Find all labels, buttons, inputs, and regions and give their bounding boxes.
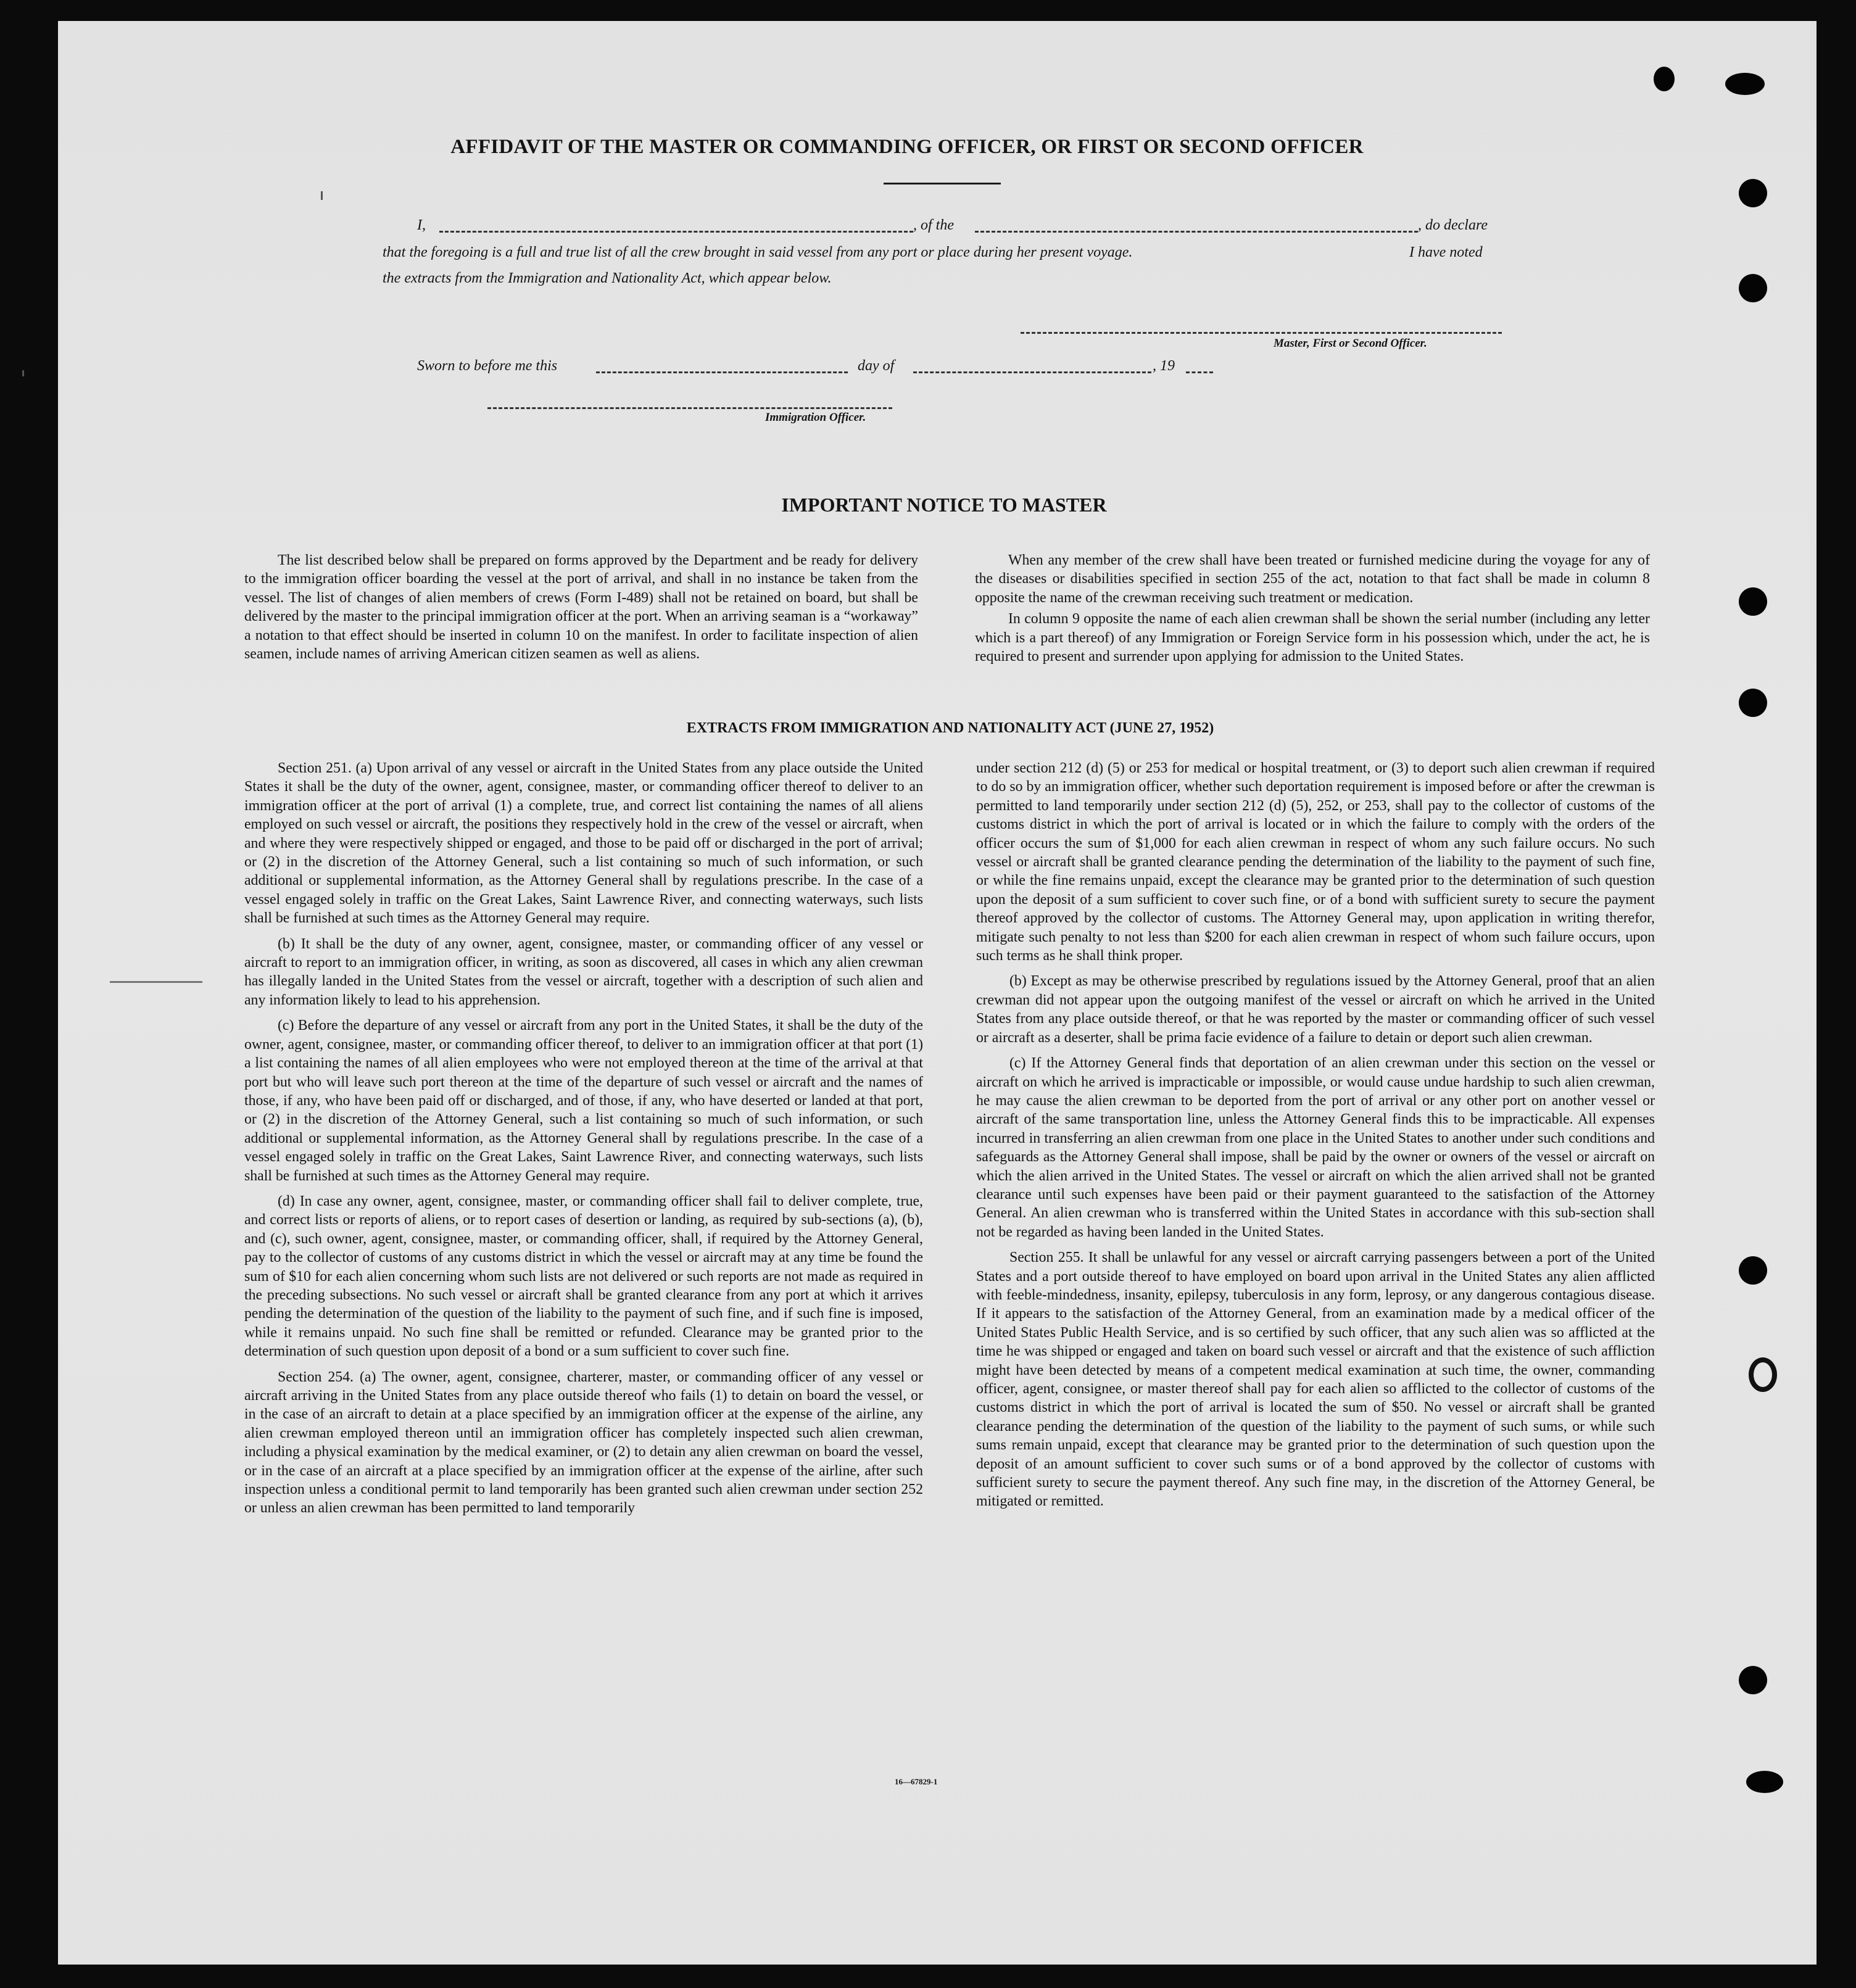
master-signature-label: Master, First or Second Officer. (1274, 337, 1427, 350)
form-code: 16—67829-1 (895, 1777, 938, 1786)
statute-paragraph: under section 212 (d) (5) or 253 for medical or hospital treatment, or (3) to deport such alien crewman if required to do so by an immigration officer, whether such deportation requirement is imposed before or after the crewman is permitted to land temporarily under section 212 (d) (5), 252, or 253, shall pay to the collector of customs of the customs district in which the port of arrival is located or in which the failure to comply with the orders of the officer occurs the sum of $1,000 for each alien crewman in respect of whom any such failure occurs. No such vessel or aircraft shall be granted clearance pending the determination of the liability to the payment of such fine, or while the fine remains unpaid, except the clearance may be granted prior to the determination of such question upon the deposit of a sum sufficient to cover such fine, or of a bond with sufficient surety to secure the payment thereof approved by the collector of customs. The Attorney General may, upon application in writing therefor, mitigate such penalty to not less than $200 for each alien crewman in respect of whom such failure occurs, upon such terms as he shall think proper. (976, 760, 1655, 964)
torn-edge-blob (1746, 1771, 1783, 1793)
year-label: , 19 (1153, 358, 1175, 374)
notice-paragraph: When any member of the crew shall have been treated or furnished medicine during the voyage for any of the diseases or disabilities specified in section 255 of the act, notation to that fact shall be made in column 8 opposite the name of the crewman receiving such treatment or medication. (975, 552, 1650, 606)
vessel-name-field[interactable] (975, 231, 1418, 233)
binder-hole (1739, 274, 1767, 302)
affidavit-of-the-label: , of the (913, 217, 954, 233)
notice-title: IMPORTANT NOTICE TO MASTER (781, 494, 1107, 516)
scan-scratch (110, 981, 202, 983)
statute-paragraph: (b) Except as may be otherwise prescribed by regulations issued by the Attorney General, proof that an alien crewman did not appear upon the outgoing manifest of the vessel or aircraft on which he arrived in the United States from any place outside thereof, or that he was reported by the master or commanding officer of such vessel or aircraft as a deserter, shall be prima facie evidence of a failure to detain or deport such alien crewman. (976, 973, 1655, 1046)
sworn-year-field[interactable] (1186, 371, 1213, 373)
affidavit-statement-line: that the foregoing is a full and true list of all the crew brought in said vessel from any port or place during her present voyage. (383, 244, 1133, 260)
extracts-right-column (976, 759, 1655, 1518)
immigration-officer-label: Immigration Officer. (765, 411, 866, 424)
scan-mark (321, 191, 323, 200)
extracts-title: EXTRACTS FROM IMMIGRATION AND NATIONALITY ACT (JUNE 27, 1952) (686, 720, 1214, 736)
statute-paragraph: Section 251. (a) Upon arrival of any vessel or aircraft in the United States from any place outside the United States it shall be the duty of the owner, agent, consignee, master, or commanding officer thereof to deliver to an immigration officer at the port of arrival (1) a complete, true, and correct list containing the names of all aliens employed on such vessel or aircraft, the positions they respectively hold in the crew of the vessel or aircraft, when and where they were respectively shipped or engaged, and those to be paid off or discharged in the port of arrival; or (2) in the discretion of the Attorney General, such a list containing so much of such information, or such additional or supplemental information, as the Attorney General shall by regulations prescribe. In the case of a vessel engaged solely in traffic on the Great Lakes, Saint Lawrence River, and connecting waterways, such lists shall be furnished at such times as the Attorney General may require. (244, 760, 923, 927)
notice-paragraph: The list described below shall be prepared on forms approved by the Department and be ready for delivery to the immigration officer boarding the vessel at the port of arrival, and shall in no instance be taken from the vessel. The list of changes of alien members of crews (Form I-489) shall not be retained on board, but shall be delivered by the master to the principal immigration officer at the port. When an arriving seaman is a “workaway” a notation to that effect should be inserted in column 10 on the manifest. In order to facilitate inspection of alien seamen, include names of arriving American citizen seamen as well as aliens. (244, 552, 918, 663)
sworn-month-field[interactable] (913, 371, 1151, 373)
title-rule (884, 183, 1001, 184)
torn-corner-blob (1725, 73, 1765, 95)
affidavit-statement-line-3: the extracts from the Immigration and Nationality Act, which appear below. (383, 270, 832, 286)
master-name-field[interactable] (439, 231, 913, 233)
scan-mark (22, 370, 24, 376)
day-of-label: day of (858, 358, 895, 374)
statute-paragraph: (b) It shall be the duty of any owner, agent, consignee, master, or commanding officer of any vessel or aircraft to report to an immigration officer, in writing, as soon as discovered, all cases in which any alien crewman has illegally landed in the United States from the vessel or aircraft, together with a description of such alien and any information likely to lead to his apprehension. (244, 935, 923, 1008)
statute-paragraph: Section 255. It shall be unlawful for any vessel or aircraft carrying passengers between a port of the United States and a port outside thereof to have employed on board upon arrival in the United States any alien afflicted with feeble-mindedness, insanity, epilepsy, tuberculosis in any form, leprosy, or any dangerous contagious disease. If it appears to the satisfaction of the Attorney General, from an examination made by a medical officer of the United States Public Health Service, and is so certified by such officer, that any such alien was so afflicted at the time he was shipped or engaged and taken on board such vessel or aircraft and that the existence of such affliction might have been detected by means of a competent medical examination at such time, the owner, commanding officer, agent, consignee, or master thereof shall pay for each alien so afflicted to the collector of customs of the customs district in which the port of arrival is located the sum of $50. No vessel or aircraft shall be granted clearance pending the determination of the question of the liability to the payment of such sums, or while such sums remain unpaid, except that clearance may be granted prior to the determination of such question upon the deposit of an amount sufficient to cover such sums or of a bond approved by the collector of customs with sufficient surety to secure the payment thereof. Any such fine may, in the discretion of the Attorney General, be mitigated or remitted. (976, 1249, 1655, 1510)
binder-hole (1739, 587, 1767, 616)
master-signature-field[interactable] (1021, 332, 1502, 334)
sworn-day-field[interactable] (596, 371, 848, 373)
statute-paragraph: Section 254. (a) The owner, agent, consignee, charterer, master, or commanding officer of any vessel or aircraft arriving in the United States from any place outside thereof who fails (1) to detain on board the vessel, or in the case of an aircraft to detain at a place specified by an immigration officer at the expense of the airline, any alien crewman employed thereon until an immigration officer has completely inspected such alien crewman, including a physical examination by the medical examiner, or (2) to detain any alien crewman on board the vessel, or in the case of an aircraft at a place specified by an immigration officer at the expense of the airline, after such inspection unless a conditional permit to land temporarily has been granted such alien crewman under section 252 or unless an alien crewman has been permitted to land temporarily (244, 1369, 923, 1517)
affidavit-title: AFFIDAVIT OF THE MASTER OR COMMANDING OFFICER, OR FIRST OR SECOND OFFICER (450, 136, 1364, 158)
binder-hole (1739, 179, 1767, 207)
notice-left-column (244, 551, 918, 670)
affidavit-i-label: I, (417, 217, 426, 233)
binder-hole (1739, 1256, 1767, 1285)
affidavit-do-declare-label: , do declare (1418, 217, 1488, 233)
extracts-left-column (244, 759, 923, 1525)
sworn-label: Sworn to before me this (417, 358, 558, 374)
statute-paragraph: (c) Before the departure of any vessel or aircraft from any port in the United States, it shall be the duty of the owner, agent, consignee, master, or commanding officer thereof, to deliver to an immigration officer at that port (1) a list containing the names of all alien employees who were not employed thereon at the time of the arrival at that port but who will leave such port thereon at the time of the departure of such vessel or aircraft and the names of those, if any, who have been paid off or discharged, and of those, if any, who have deserted or landed at that port, or (2) in the discretion of the Attorney General, such a list containing so much of such information, or such additional or supplemental information, as the Attorney General shall by regulations prescribe. In the case of a vessel engaged solely in traffic on the Great Lakes, Saint Lawrence River, and connecting waterways, such lists shall be furnished at such times as the Attorney General may require. (244, 1017, 923, 1184)
notice-paragraph: In column 9 opposite the name of each alien crewman shall be shown the serial number (including any letter which is a part thereof) of any Immigration or Foreign Service form in his possession which, under the act, he is required to present and surrender upon applying for admission to the United States. (975, 611, 1650, 665)
binder-hole-open (1749, 1357, 1777, 1392)
statute-paragraph: (d) In case any owner, agent, consignee, master, or commanding officer shall fail to deliver complete, true, and correct lists or reports of aliens, or to report cases of desertion or landing, as required by sub-sections (a), (b), and (c), such owner, agent, consignee, master, or commanding officer, shall, if required by the Attorney General, pay to the collector of customs of any customs district in which the vessel or aircraft may at any time be found the sum of $10 for each alien concerning whom such lists are not delivered or such reports are not made as required in the preceding subsections. No such vessel or aircraft shall be granted clearance from any port at which it arrives pending the determination of the question of the liability to the payment of such fine, and if such fine is imposed, while it remains unpaid. No such fine shall be remitted or refunded. Clearance may be granted prior to the determination of such question upon deposit of a bond or a sum sufficient to cover such fine. (244, 1193, 923, 1360)
affidavit-statement-line-end: I have noted (1409, 244, 1483, 260)
statute-paragraph: (c) If the Attorney General finds that deportation of an alien crewman under this section on the vessel or aircraft on which he arrived is impracticable or impossible, or would cause undue hardship to such alien crewman, he may cause the alien crewman to be deported from the port of arrival or any other port on another vessel or aircraft of the same transportation line, unless the Attorney General finds this to be impracticable. All expenses incurred in transferring an alien crewman from one place in the United States to another under such conditions and safeguards as the Attorney General shall impose, shall be paid by the owner or owners of the vessel or aircraft on which the alien arrived in the United States. The vessel or aircraft on which the alien arrived shall not be granted clearance until such expenses have been paid or their payment guaranteed to the satisfaction of the Attorney General. An alien crewman who is transferred within the United States in accordance with this sub-section shall not be regarded as having been landed in the United States. (976, 1055, 1655, 1240)
immigration-officer-signature-field[interactable] (487, 407, 892, 409)
torn-corner-blob (1654, 67, 1675, 91)
binder-hole (1739, 689, 1767, 717)
notice-right-column (975, 551, 1650, 673)
binder-hole (1739, 1666, 1767, 1694)
